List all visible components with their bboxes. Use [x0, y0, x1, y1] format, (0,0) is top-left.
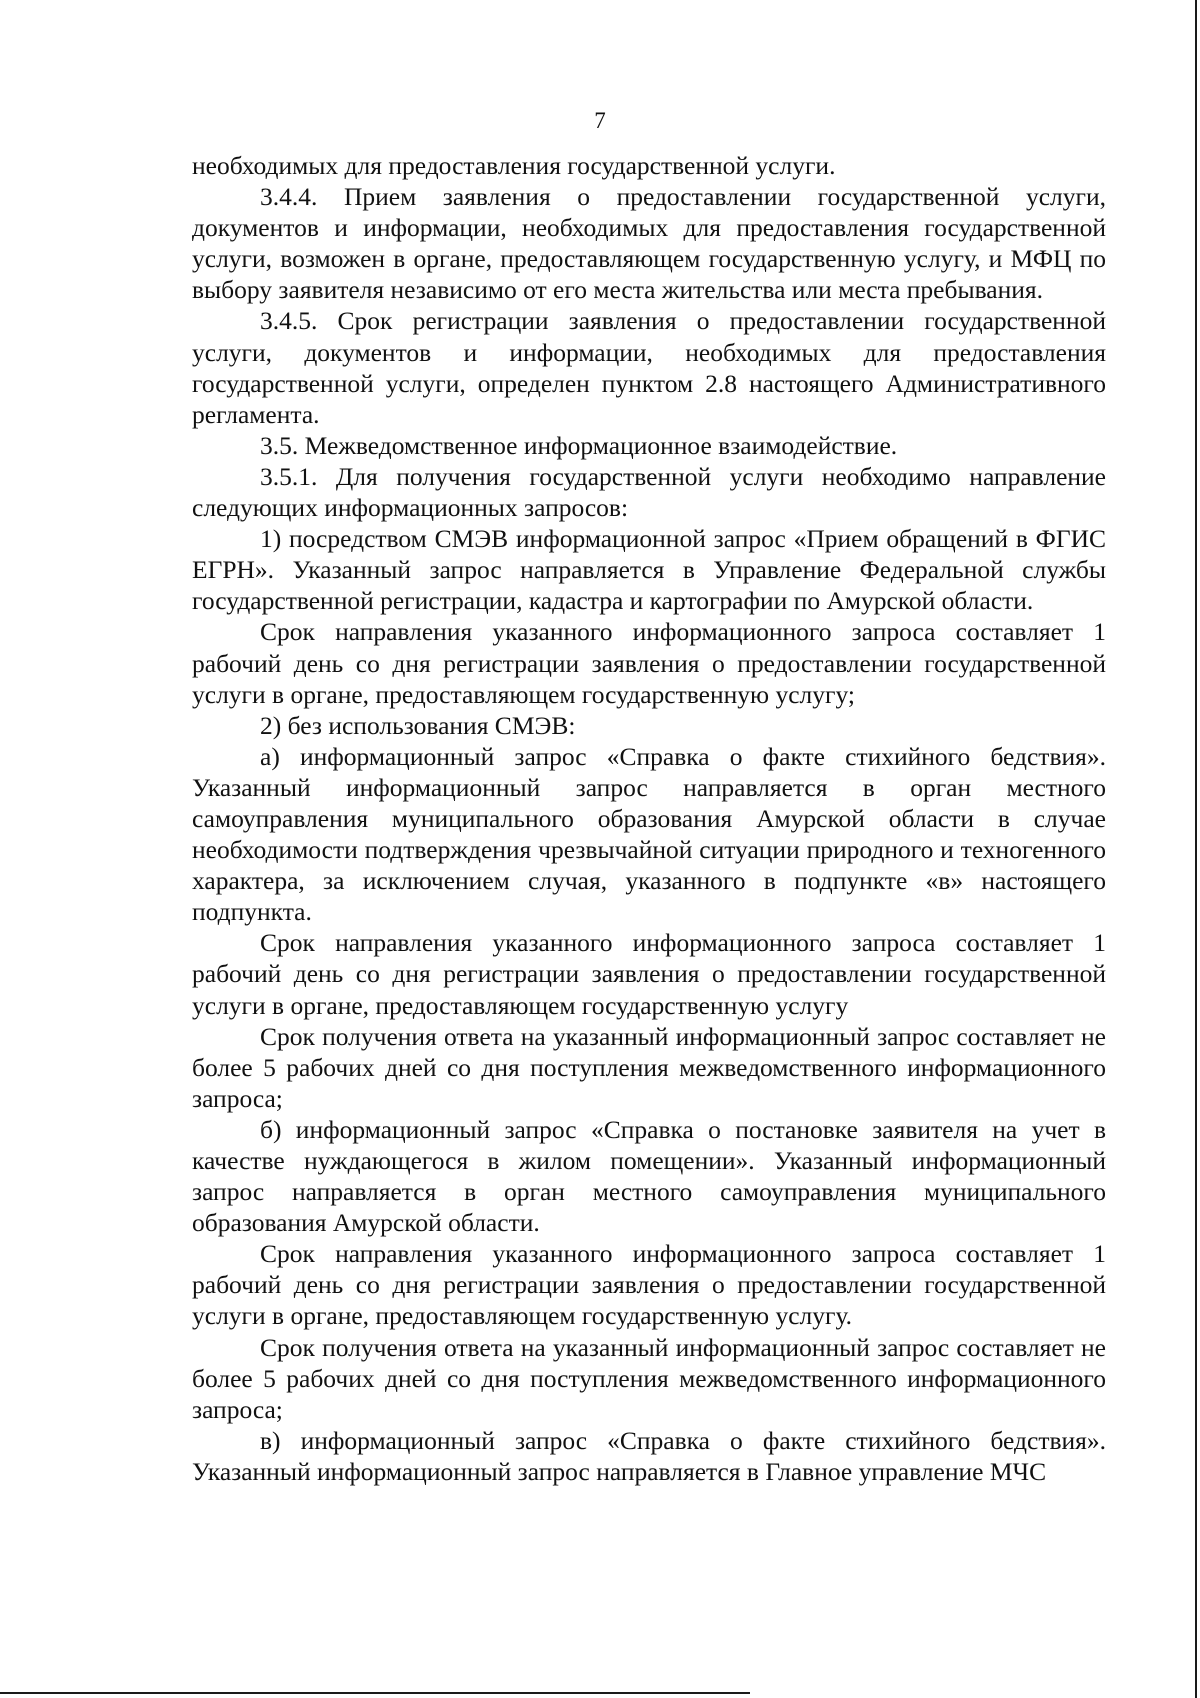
paragraph-item-2c: в) информационный запрос «Справка о факте стихийного бедствия». Указанный информационный запрос направляется в Главное управление МЧС	[192, 1425, 1106, 1486]
paragraph-item-1: 1) посредством СМЭВ информационной запрос «Прием обращений в ФГИС ЕГРН». Указанный запрос направляется в Управление Федеральной службы государственной регистрации, кадастра и картографии по Амурской области.	[192, 524, 1106, 616]
paragraph-3-5: 3.5. Межведомственное информационное взаимодействие.	[260, 430, 898, 460]
paragraph-3-4-4: 3.4.4. Прием заявления о предоставлении государственной услуги, документов и информации, необходимых для предоставления государственной услуги, возможен в органе, предоставляющем государственную услугу, и МФЦ по выбору заявителя независимо от его места жительства или места пребывания.	[192, 182, 1106, 305]
paragraph-continuation: необходимых для предоставления государственной услуги.	[192, 151, 836, 180]
paragraph-item-2b-deadline: Срок направления указанного информационного запроса составляет 1 рабочий день со дня регистрации заявления о предоставлении государственной услуги в органе, предоставляющем государственную услугу.	[192, 1239, 1106, 1331]
paragraph-3-4-5: 3.4.5. Срок регистрации заявления о предоставлении государственной услуги, документов и информации, необходимых для предоставления государственной услуги, определен пунктом 2.8 настоящего Административного регламента.	[192, 306, 1106, 429]
scan-edge-bottom	[0, 1692, 750, 1694]
paragraph-item-1-deadline: Срок направления указанного информационного запроса составляет 1 рабочий день со дня регистрации заявления о предоставлении государственной услуги в органе, предоставляющем государственную услугу;	[192, 617, 1106, 709]
paragraph-item-2b-response: Срок получения ответа на указанный информационный запрос составляет не более 5 рабочих дней со дня поступления межведомственного информационного запроса;	[192, 1332, 1106, 1424]
paragraph-item-2a-deadline: Срок направления указанного информационного запроса составляет 1 рабочий день со дня регистрации заявления о предоставлении государственной услуги в органе, предоставляющем государственную услугу	[192, 928, 1106, 1020]
page-number: 7	[594, 108, 606, 133]
paragraph-item-2a: а) информационный запрос «Справка о факте стихийного бедствия». Указанный информационный запрос направляется в орган местного самоуправления муниципального образования Амурской области в случае необходимости подтверждения чрезвычайной ситуации природного и техногенного характера, за исключением случая, указанного в подпункте «в» настоящего подпункта.	[192, 741, 1106, 927]
paragraph-3-5-1: 3.5.1. Для получения государственной услуги необходимо направление следующих информационных запросов:	[192, 461, 1106, 523]
paragraph-item-2: 2) без использования СМЭВ:	[260, 710, 576, 740]
paragraph-item-2a-response: Срок получения ответа на указанный информационный запрос составляет не более 5 рабочих дней со дня поступления межведомственного информационного запроса;	[192, 1021, 1106, 1113]
paragraph-item-2b: б) информационный запрос «Справка о постановке заявителя на учет в качестве нуждающегося в жилом помещении». Указанный информационный запрос направляется в орган местного самоуправления муниципального образования Амурской области.	[192, 1114, 1106, 1238]
document-body	[192, 150, 1106, 1487]
scan-edge-right	[1195, 0, 1197, 1698]
